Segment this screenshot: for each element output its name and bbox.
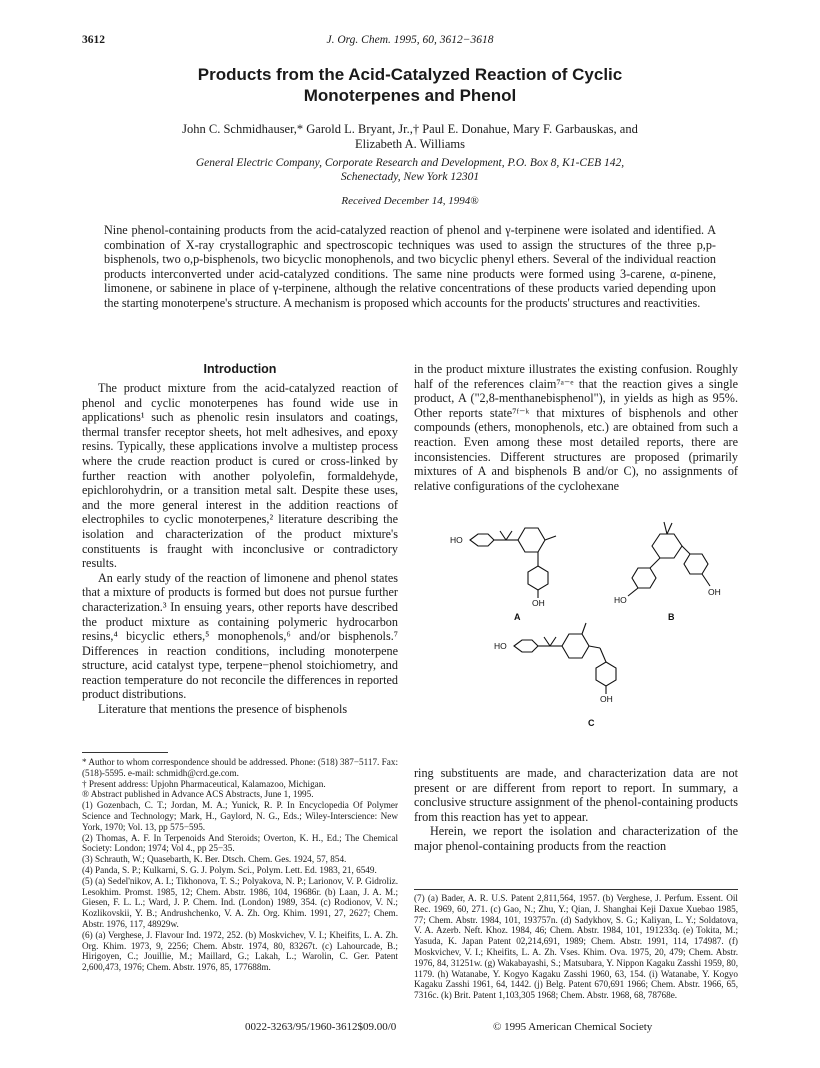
structure-c-ho-label: HO [494,641,507,651]
right-paragraph-2: ring substituents are made, and characterization data are not present or are different from report to report. In summary, a conclusive structure assignment of the phenol-containing products from this reaction has yet to appear. [414,766,738,824]
footnote-ref-3: (3) Schrauth, W.; Quasebarth, K. Ber. Dtsch. Chem. Ges. 1924, 57, 854. [82,854,347,865]
journal-reference: J. Org. Chem. 1995, 60, 3612−3618 [326,34,494,46]
structure-c-phenol-ring-1 [514,640,538,652]
footnote-corresponding-author: * Author to whom correspondence should be addressed. Phone: (518) 387−5117. Fax: (518)-5595. e-mail: schmidh@crd.ge.com. [82,757,398,778]
intro-paragraph-3: Literature that mentions the presence of bisphenols [98,702,348,717]
footnotes-left [82,757,398,973]
structure-b-oh-bond [702,574,710,586]
footnote-ref-4: (4) Panda, S. P.; Kulkarni, S. G. J. Polym. Sci., Polym. Lett. Ed. 1983, 21, 6549. [82,864,377,875]
structure-a-methyl-2 [506,531,512,540]
structure-c-methyl-2 [550,637,556,646]
title-line-2: Monoterpenes and Phenol [303,86,517,105]
footnotes-right [414,893,738,1001]
article-code: 0022-3263/95/1960-3612$09.00/0 [245,1021,397,1033]
received-date: Received December 14, 1994® [341,195,479,207]
structure-b-bond [650,558,660,568]
authors-line-2: Elizabeth A. Williams [354,137,465,151]
structure-b-methyl-1 [664,522,667,534]
structure-b-label: B [668,612,675,622]
structure-c-phenol-ring-2 [596,662,616,686]
structure-a-phenol-ring-1 [470,534,494,546]
structure-c-bond [589,646,600,648]
structure-b-oh-label: OH [708,587,721,597]
copyright: © 1995 American Chemical Society [493,1021,653,1033]
structure-b-oh-bond [628,588,638,596]
author-list [110,122,710,152]
structure-c-cyclohexane [562,634,589,658]
affiliation [110,157,710,184]
affiliation-line-1: General Electric Company, Corporate Research and Development, P.O. Box 8, K1-CEB 142, [195,157,625,169]
running-header [82,34,738,50]
structure-a-phenol-ring-2 [528,566,548,590]
page-number: 3612 [82,34,105,46]
left-column-body [82,381,398,717]
structure-b-ho-label: HO [614,595,627,605]
structure-a-ho-label: HO [450,535,463,545]
structure-b-methyl-2 [667,523,672,534]
section-heading-introduction: Introduction [203,362,277,376]
structure-c-bond [600,648,606,662]
structure-c-methyl-1 [544,637,550,646]
footnote-abstract-published: ® Abstract published in Advance ACS Abstracts, June 1, 1995. [82,789,314,800]
title-line-1: Products from the Acid-Catalyzed Reaction of Cyclic [197,65,623,84]
footnote-ref-6: (6) (a) Verghese, J. Flavour Ind. 1972, 252. (b) Moskvichev, V. I.; Kheifits, L. A. Zh. Org. Khim. 1973, 9, 2256; Chem. Abstr. 1974, 80, 83267t. (c) Lahourcade, B.; Hirigoyen, C.; Jouillie, M.; Maillard, G.; Lakah, L.; Warolin, C. Ger. Patent 2,600,473, 1976; Chem. Abstr. 1976, 85, 177688m. [82,929,398,973]
article-title [100,64,720,106]
structure-c-oh-label: OH [600,694,613,704]
structure-b-phenol-ring-2 [684,554,708,574]
right-paragraph-1: in the product mixture illustrates the existing confusion. Roughly half of the references claim⁷ᵃ⁻ᵉ that the reaction gives a single product, A ("2,8-menthanebisphenol"), in yields as high as 95%. Other reports state⁷ᶠ⁻ᵏ that mixtures of bisphenols and other compounds (ethers, monophenols, etc.) are obtained from such a reaction. Even among these most detailed reports, there are inconsistencies. Different structures are proposed (primarily mixtures of A and bisphenols B and/or C), no assignments of relative configurations of the cyclohexane [414,362,738,493]
intro-paragraph-2: An early study of the reaction of limonene and phenol states that a mixture of products is formed but does not pursue further characterization.³ In ensuing years, other reports have described the product mixture as containing polymeric hydrocarbon resins,⁴ bicyclic ethers,⁵ monophenols,⁶ and/or bisphenols.⁷ Differences in reaction conditions, including monoterpene structure, acid catalyst type, terpene−phenol stoichiometry, and reaction temperature do not reconcile the differences in reported product distributions. [82,570,398,702]
structure-a-methyl-1 [500,531,506,540]
structure-b-cyclohexane [652,534,682,558]
footnote-ref-5: (5) (a) Sedel'nikov, A. I.; Tikhonova, T. S.; Polyakova, N. P.; Larionov, V. P. Gidroliz. Lesokhim. Promst. 1985, 12; Chem. Abstr. 1986, 104, 19686r. (b) Laan, J. A. M.; Giesen, F. L. L.; Ward, J. P. Chem. Ind. (London) 1989, 354. (c) Rodionov, V. N.; Kozlikovskii, Y. B.; Andrushchenko, V. A. Zh. Org. Khim. 1991, 27, 2627; Chem. Abstr. 1976, 117, 48929w. [82,875,398,929]
right-paragraph-3: Herein, we report the isolation and characterization of the major phenol-containing products from the reaction [414,824,738,853]
structure-a-methyl-3 [545,536,556,540]
bisphenol-structures-figure [428,520,740,752]
footnote-rule-left [82,752,168,753]
abstract: Nine phenol-containing products from the acid-catalyzed reaction of phenol and γ-terpinene were isolated and identified. A combination of X-ray crystallographic and spectroscopic techniques was used to assign the structures of the three p,p-bisphenols, two o,p-bisphenols, two bicyclic monophenols, and two bicyclic phenyl ethers. Several of the individual reaction products interconverted under acid-catalyzed conditions. The same nine products were formed using 3-carene, α-pinene, limonene, or sabinene in place of γ-terpinene, although the relative concentrations of these products varied depending upon the starting monoterpene's structure. A mechanism is proposed which accounts for the products' structures and reactivities. [104,223,716,310]
structure-c-label: C [588,718,595,728]
structure-c-methyl-3 [582,623,586,634]
footnote-ref-7: (7) (a) Bader, A. R. U.S. Patent 2,811,564, 1957. (b) Verghese, J. Perfum. Essent. Oil Rec. 1969, 60, 271. (c) Gao, N.; Zhu, Y.; Qian, J. Shanghai Keji Daxue Xuebao 1985, 77; Chem. Abstr. 1984, 101, 193757n. (d) Sadykhov, S. G.; Kaliyan, L. Y.; Soldatova, V. A. Azerb. Neft. Khoz. 1984, 46; Chem. Abstr. 1984, 101, 191233q. (e) Tokita, M.; Yasuda, K. Japan Patent 02,214,691, 1989; Chem. Abstr. 1991, 114, 174987. (f) Moskvichev, V. I.; Kheifits, L. A. Zh. Vses. Khim. Ova. 1975, 20, 479; Chem. Abstr. 1976, 84, 31251w. (g) Wakabayashi, S.; Matsubara, Y. Nippon Kagaku Zasshi 1959, 80, 1179. (h) Watanabe, Y. Kogyo Kagaku Zasshi 1960, 63, 154. (i) Watanabe, Y. Kogyo Kagaku Zasshi 1961, 64, 1442. (j) Belg. Patent 670,691 1966; Chem. Abstr. 1966, 65, 7316c. (k) Brit. Patent 1,103,305 1968; Chem. Abstr. 1968, 68, 78768e. [414,893,738,1001]
footnote-ref-2: (2) Thomas, A. F. In Terpenoids And Steroids; Overton, K. H., Ed.; The Chemical Society: London; 1974; Vol 4., pp 25−35. [82,832,398,854]
footnote-rule-right [414,889,738,890]
footnote-ref-1: (1) Gozenbach, C. T.; Jordan, M. A.; Yunick, R. P. In Encyclopedia Of Polymer Science and Technology; Mark, H., Gaylord, N. G., Eds.; Wiley-Interscience: New York, 1970; Vol. 13, pp 575−595. [82,800,398,832]
right-column-body-bottom [414,766,738,854]
structure-a-cyclohexane [518,528,545,552]
structure-b-phenol-ring-1 [632,568,656,588]
structure-b-bond [682,546,690,554]
affiliation-line-2: Schenectady, New York 12301 [340,170,480,183]
footnote-present-address: † Present address: Upjohn Pharmaceutical, Kalamazoo, Michigan. [82,778,326,789]
authors-line-1: John C. Schmidhauser,* Garold L. Bryant, Jr.,† Paul E. Donahue, Mary F. Garbauskas, and [182,122,638,136]
intro-paragraph-1: The product mixture from the acid-catalyzed reaction of phenol and cyclic monoterpenes has found wide use in applications¹ such as phenolic resin insulators and coatings, thermal transfer receptor sheets, hot melt adhesives, and epoxy resins. Typically, these applications involve a multistep process where the crude reaction product is cured or cross-linked by further reaction with another polyolefin, formaldehyde, epichlorohydrin, or a transition metal salt. Despite these uses, and the more general interest in the addition reactions of electrophiles to cyclic monoterpenes,² literature describing the isolation and characterization of the product mixture's constituents is fraught with inconclusive or contradictory results. [82,381,398,571]
right-column-body-top [414,362,738,493]
structure-a-label: A [514,612,521,622]
structure-a-oh-label: OH [532,598,545,608]
